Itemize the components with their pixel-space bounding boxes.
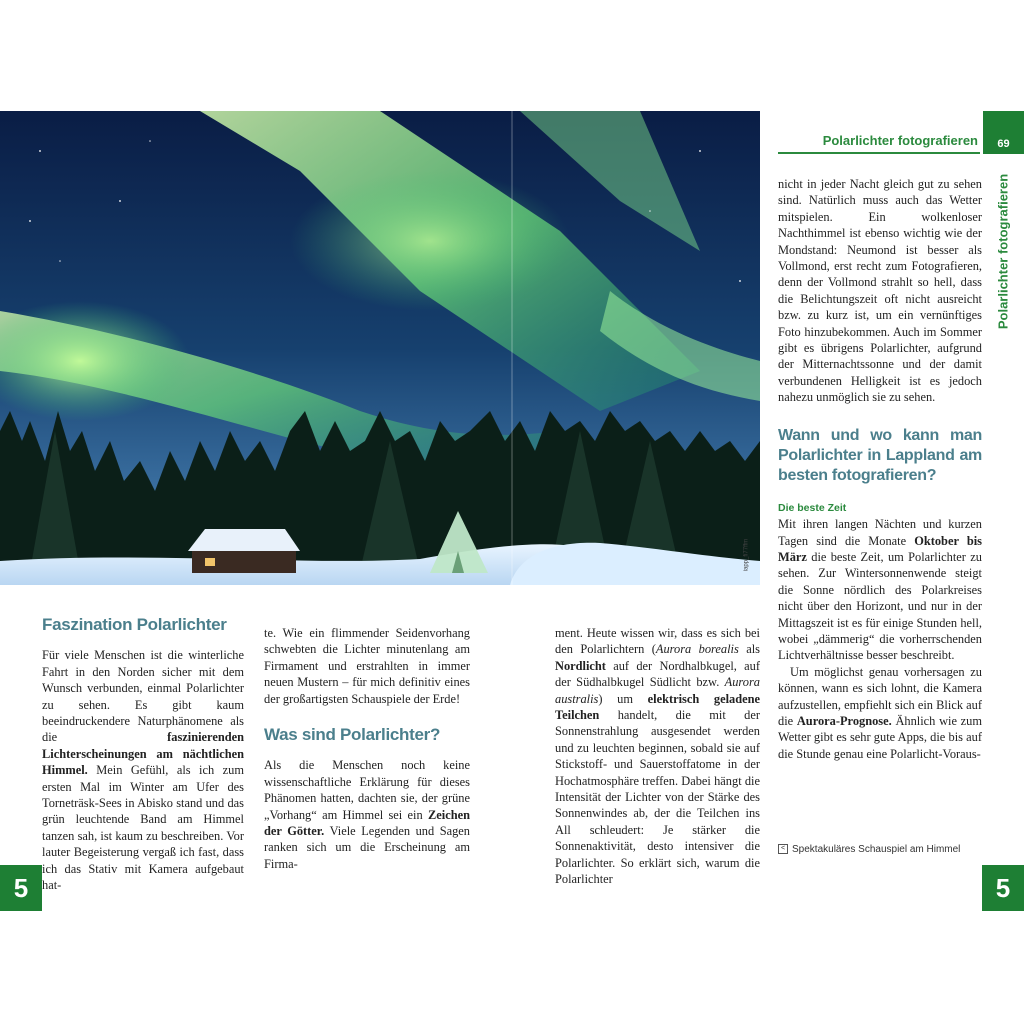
photo-caption: < Spektakuläres Schauspiel am Himmel xyxy=(778,844,960,855)
column-3 xyxy=(555,625,760,888)
paragraph: Um möglichst genau vorhersagen zu können, wann es sich lohnt, die Kamera aufzustellen, empfiehlt sich ein Blick auf die Aurora-Prognose. Ähnlich wie zum Wetter gibt es sehr gute Apps, die bis auf die Stunde genau eine Polarlicht-Voraus- xyxy=(778,664,982,761)
paragraph: Für viele Menschen ist die winterliche Fahrt in den Norden sicher mit dem Wunsch verbunden, einmal Polarlichter zu sehen. Es gibt kaum beeindruckendere Naturphänomene als die faszinierenden Lichterscheinungen am nächtlichen Himmel. Mein Gefühl, als ich zum ersten Mal im Winter am Ufer des Torneträsk-Sees in Abisko stand und das grün leuchtende Band am Himmel tanzen sah, ist kaum zu beschreiben. Vor lauter Begeisterung vergaß ich fast, dass ich das Stativ mit Kamera aufgebaut hat- xyxy=(42,648,244,893)
column-1 xyxy=(42,617,244,894)
section-heading: Was sind Polarlichter? xyxy=(264,725,441,745)
column-2 xyxy=(264,625,470,872)
aurora-photo xyxy=(0,111,760,585)
side-tab: Polarlichter fotografieren xyxy=(995,173,1011,330)
subheading: Die beste Zeit xyxy=(778,501,847,514)
page-number: 69 xyxy=(983,111,1024,154)
caption-arrow-icon: < xyxy=(778,844,788,854)
section-heading: Wann und wo kann man Polarlichter in Lappland am besten fotografieren? xyxy=(778,426,982,484)
header-rule xyxy=(778,152,980,154)
paragraph: te. Wie ein flimmender Seidenvorhang schwebten die Lichter minutenlang am Firmament und erstrahlten in immer neuen Mustern – für mich definitiv eines der großartigsten Schauspiele der Erde! xyxy=(264,626,470,706)
paragraph: Mit ihren langen Nächten und kurzen Tagen sind die Monate Oktober bis März die beste Zeit, um Polarlichter zu sehen. Zur Wintersonnenwende steigt die Sonne nördlich des Polarkreises nicht über den Horizont, und nur in der Mittagszeit ist es für einige Stunden hell, wobei „dämmerig“ die vorherrschenden Lichtverhältnisse besser beschreibt. xyxy=(778,517,982,663)
running-title: Polarlichter fotografieren xyxy=(822,133,978,148)
section-heading: Faszination Polarlichter xyxy=(42,615,227,634)
paragraph: ment. Heute wissen wir, dass es sich bei den Polarlichtern (Aurora borealis als Nordlicht auf der Nordhalbkugel, auf der Südhalbkugel Südlicht bzw. Aurora australis) um elektrisch geladene Teilchen handelt, die mit der Sonnenstrahlung ausgesendet werden und zu leuchten beginnen, sobald sie auf Stickstoff- und Sauerstoffatome in der Hochatmosphäre treffen. Dabei hängt die Intensität der Lichter von der Stärke des Sonnenwindes ab, der die Teilchen ins All schleudert: Je stärker die Sonnenaktivität, desto intensiver die Polarlichter. So erklärt sich, warum die Polarlichter xyxy=(555,626,761,887)
chapter-tab-right: 5 xyxy=(982,865,1024,911)
paragraph: nicht in jeder Nacht gleich gut zu sehen sind. Natürlich muss auch das Wetter mitspielen. Ein wolkenloser Nachthimmel ist ebenso wichtig wie der Mondstand: Neumond ist besser als Vollmond, erst recht zum Fotografieren, denn der Vollmond strahlt so hell, dass die Belichtungszeit oft nicht ausreicht bzw. zu kurz ist, um ein vernünftiges Foto hinzubekommen. Auch im Sommer gibt es übrigens Polarlichter, aufgrund der Mitternachtssonne und der damit verbundenen Helligkeit ist es jedoch nahezu unmöglich sie zu sehen. xyxy=(778,177,982,405)
photo-credit: iapp_fi77ffm xyxy=(743,538,750,572)
paragraph: Als die Menschen noch keine wissenschaftliche Erklärung für dieses Phänomen hatten, dachten sie, der grüne „Vorhang“ am Himmel sei ein Zeichen der Götter. Viele Legenden und Sagen ranken sich um die Erscheinung am Firma- xyxy=(264,758,470,871)
column-4 xyxy=(778,176,982,762)
chapter-tab-left: 5 xyxy=(0,865,42,911)
